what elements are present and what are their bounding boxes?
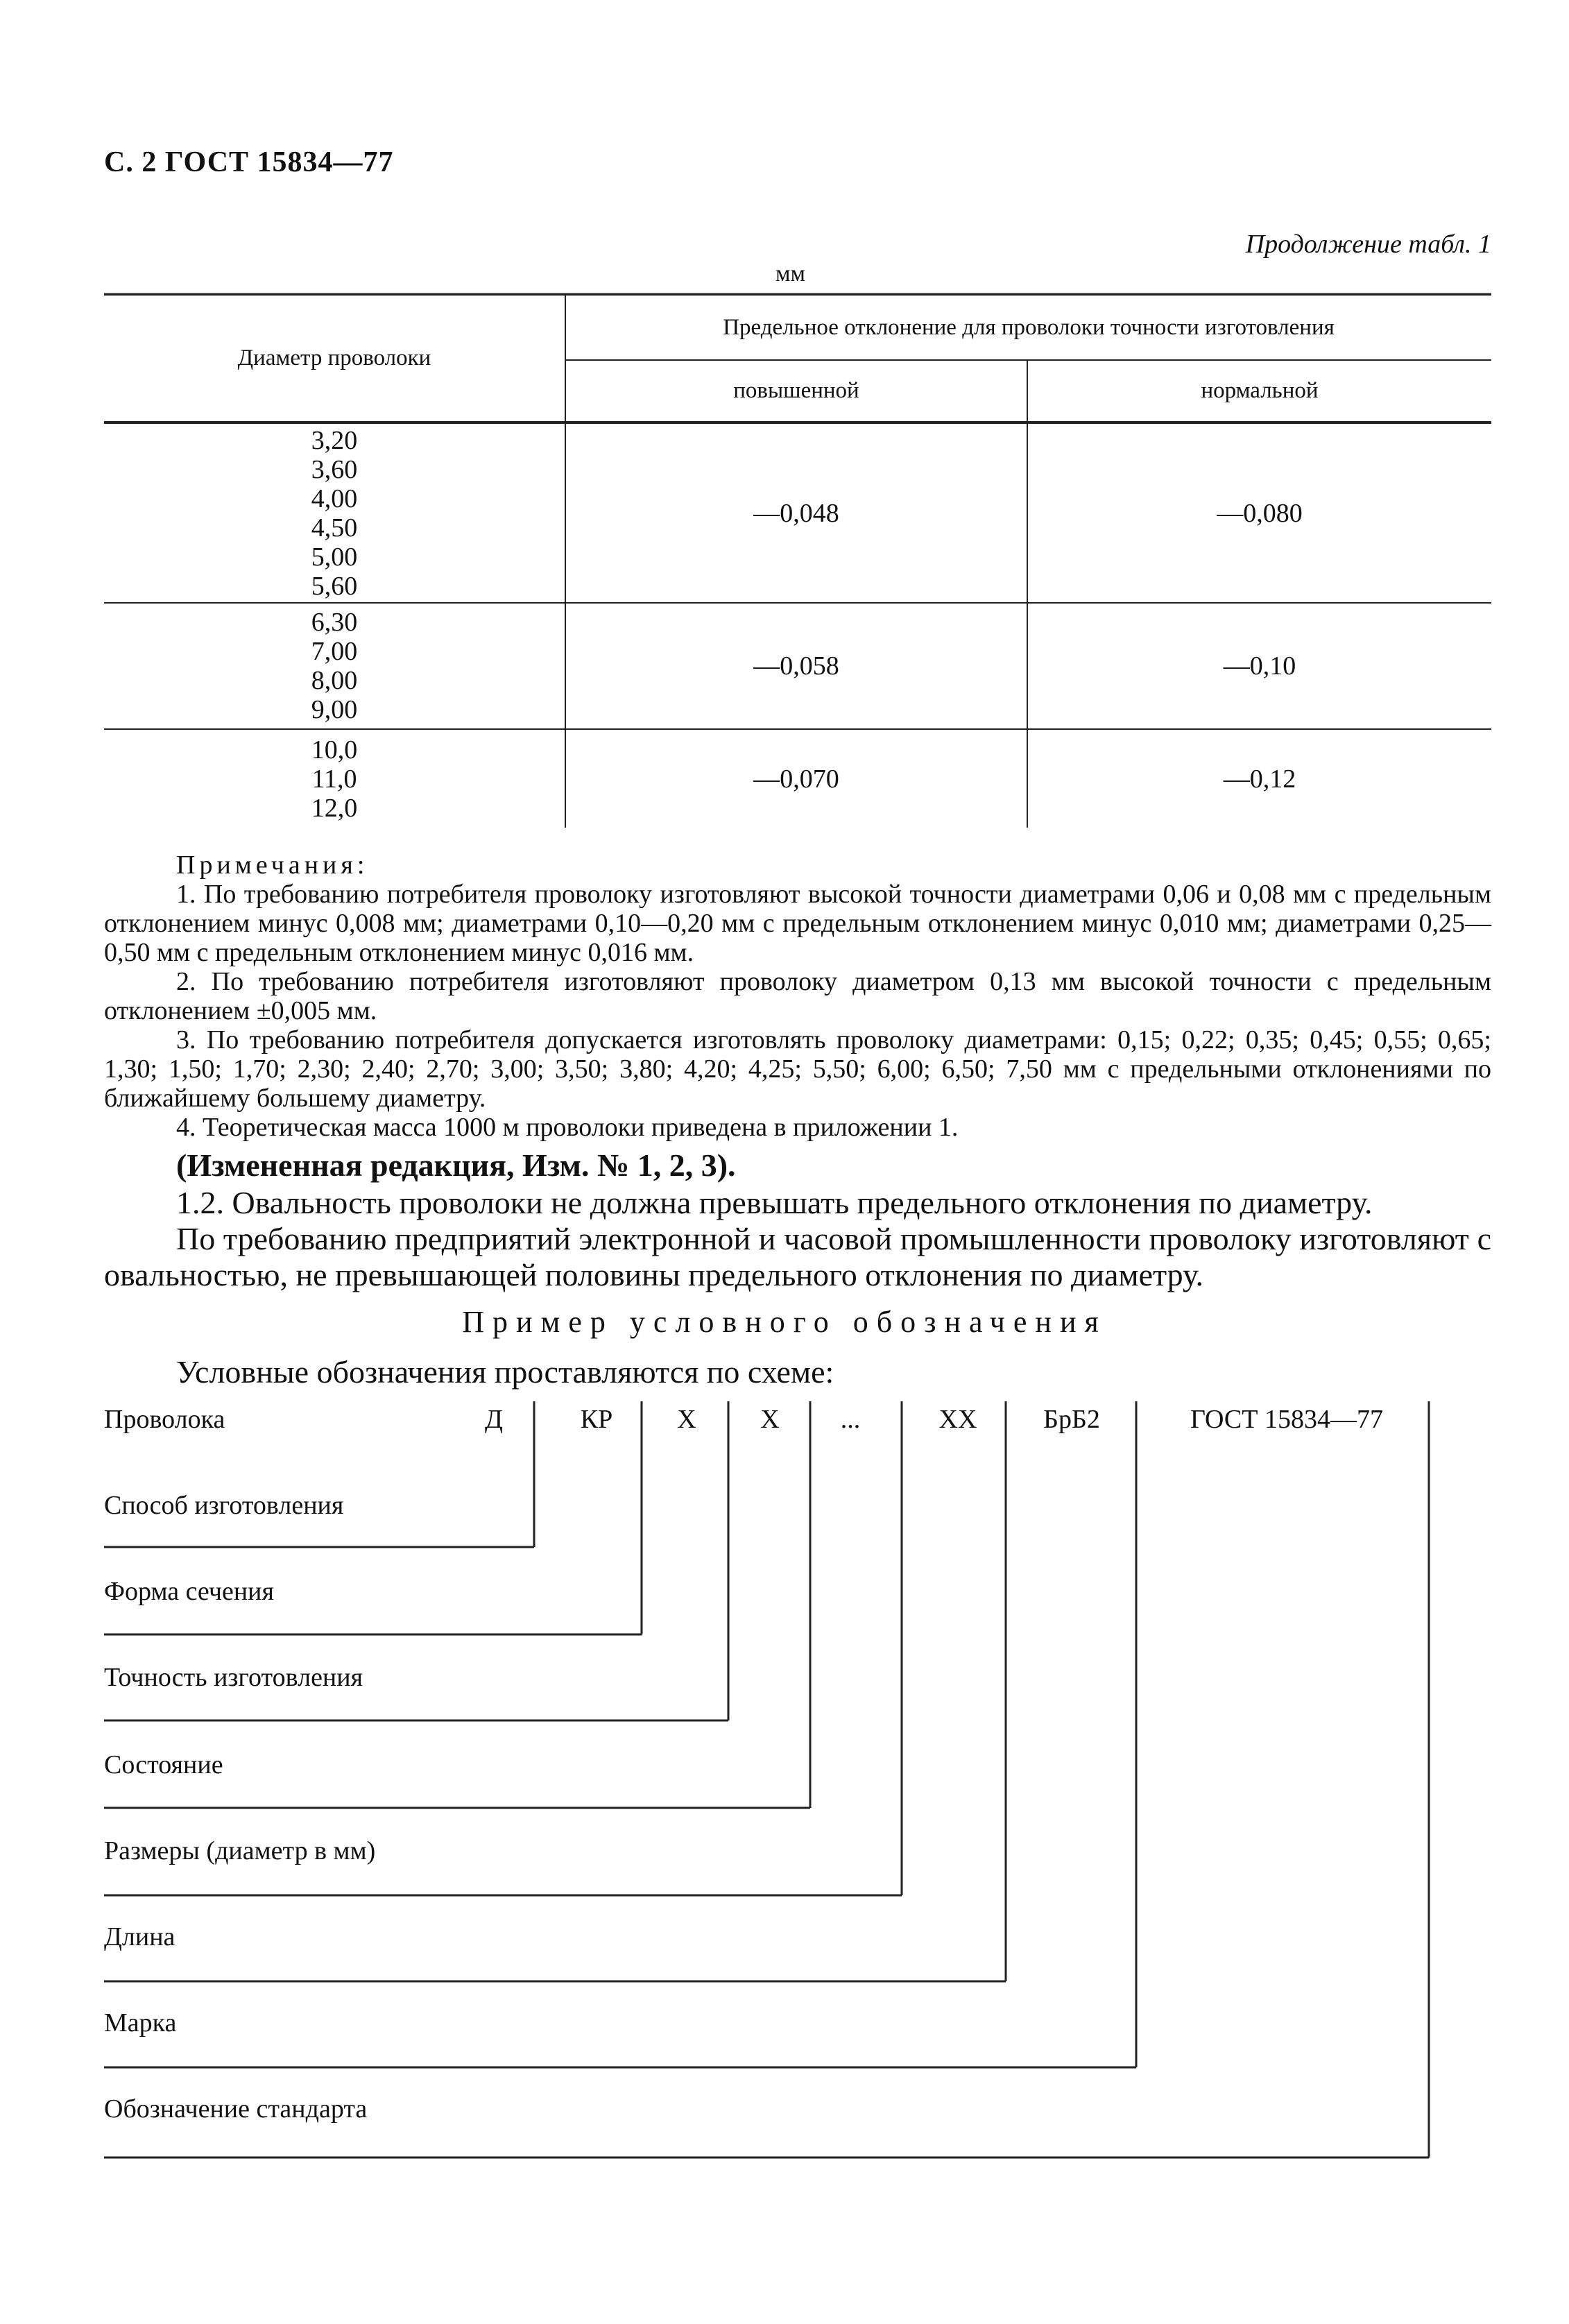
note-item: 1. По требованию потребителя проволоку изготовляют высокой точности диаметрами 0,06 и 0,08 мм с предельным отклонением минус 0,008 мм; диаметрами 0,10—0,20 мм с предельным отклонением минус 0,010 мм; диаметрами 0,25—0,50 мм с предельным отклонением минус 0,016 мм. xyxy=(104,880,1491,967)
high-deviation-cell: —0,058 xyxy=(565,603,1027,729)
note-item: 2. По требованию потребителя изготовляют проволоку диаметром 0,13 мм высокой точности с предельным отклонением ±0,005 мм. xyxy=(104,967,1491,1025)
notes-title: Примечания: xyxy=(176,851,369,880)
scheme-code: КР xyxy=(580,1405,613,1434)
normal-deviation-cell: —0,12 xyxy=(1027,729,1491,828)
paragraph-1-2: 1.2. Овальность проволоки не должна превышать предельного отклонения по диаметру. xyxy=(176,1185,1373,1220)
col-header-normal: нормальной xyxy=(1027,360,1491,422)
normal-deviation-cell: —0,080 xyxy=(1027,422,1491,603)
scheme-label: Состояние xyxy=(104,1750,223,1779)
table-unit: мм xyxy=(775,261,806,287)
scheme-intro-text: Условные обозначения проставляются по схеме: xyxy=(176,1354,834,1390)
scheme-code: ГОСТ 15834—77 xyxy=(1190,1405,1383,1434)
diameter-cell: 3,20 3,60 4,00 4,50 5,00 5,60 xyxy=(311,425,358,601)
scheme-code: ХХ xyxy=(938,1405,977,1434)
scheme-label: Способ изготовления xyxy=(104,1491,344,1520)
example-title: Пример условного обозначения xyxy=(462,1305,1107,1339)
scheme-code: Х xyxy=(677,1405,696,1434)
scheme-label: Форма сечения xyxy=(104,1577,274,1606)
col-header-deviation: Предельное отклонение для проволоки точности изготовления xyxy=(565,295,1491,360)
diameter-cell: 10,0 11,0 12,0 xyxy=(311,735,358,823)
paragraph-ovality: По требованию предприятий электронной и часовой промышленности проволоку изготовляют с овальностью, не превышающей половины предельного отклонения по диаметру. xyxy=(104,1221,1491,1292)
scheme-label: Размеры (диаметр в мм) xyxy=(104,1836,376,1865)
normal-deviation-cell: —0,10 xyxy=(1027,603,1491,729)
diameter-cell: 6,30 7,00 8,00 9,00 xyxy=(311,608,358,724)
scheme-label: Точность изготовления xyxy=(104,1663,363,1692)
scheme-label: Марка xyxy=(104,2008,177,2037)
high-deviation-cell: —0,048 xyxy=(565,422,1027,603)
scheme-code: ... xyxy=(840,1405,861,1434)
scheme-code: Д xyxy=(485,1405,503,1434)
scheme-code: БрБ2 xyxy=(1043,1405,1100,1434)
col-header-high: повышенной xyxy=(565,360,1027,422)
scheme-label: Длина xyxy=(104,1922,175,1951)
table-continuation-label: Продолжение табл. 1 xyxy=(1245,230,1491,259)
page-header: С. 2 ГОСТ 15834—77 xyxy=(104,146,394,178)
scheme-label: Обозначение стандарта xyxy=(104,2094,368,2124)
amendment-note: (Измененная редакция, Изм. № 1, 2, 3). xyxy=(176,1147,736,1183)
scheme-code: Х xyxy=(760,1405,780,1434)
note-item: 3. По требованию потребителя допускается изготовлять проволоку диаметрами: 0,15; 0,22; 0,35; 0,45; 0,55; 0,65; 1,30; 1,50; 1,70; 2,30; 2,40; 2,70; 3,00; 3,50; 3,80; 4,20; 4,25; 5,50; 6,00; 6,50; 7,50 мм с предельными отклонениями по ближайшему большему диаметру. xyxy=(104,1025,1491,1113)
col-header-diameter: Диаметр проволоки xyxy=(104,295,565,422)
scheme-head-label: Проволока xyxy=(104,1405,225,1434)
note-item: 4. Теоретическая масса 1000 м проволоки приведена в приложении 1. xyxy=(176,1113,959,1142)
high-deviation-cell: —0,070 xyxy=(565,729,1027,828)
